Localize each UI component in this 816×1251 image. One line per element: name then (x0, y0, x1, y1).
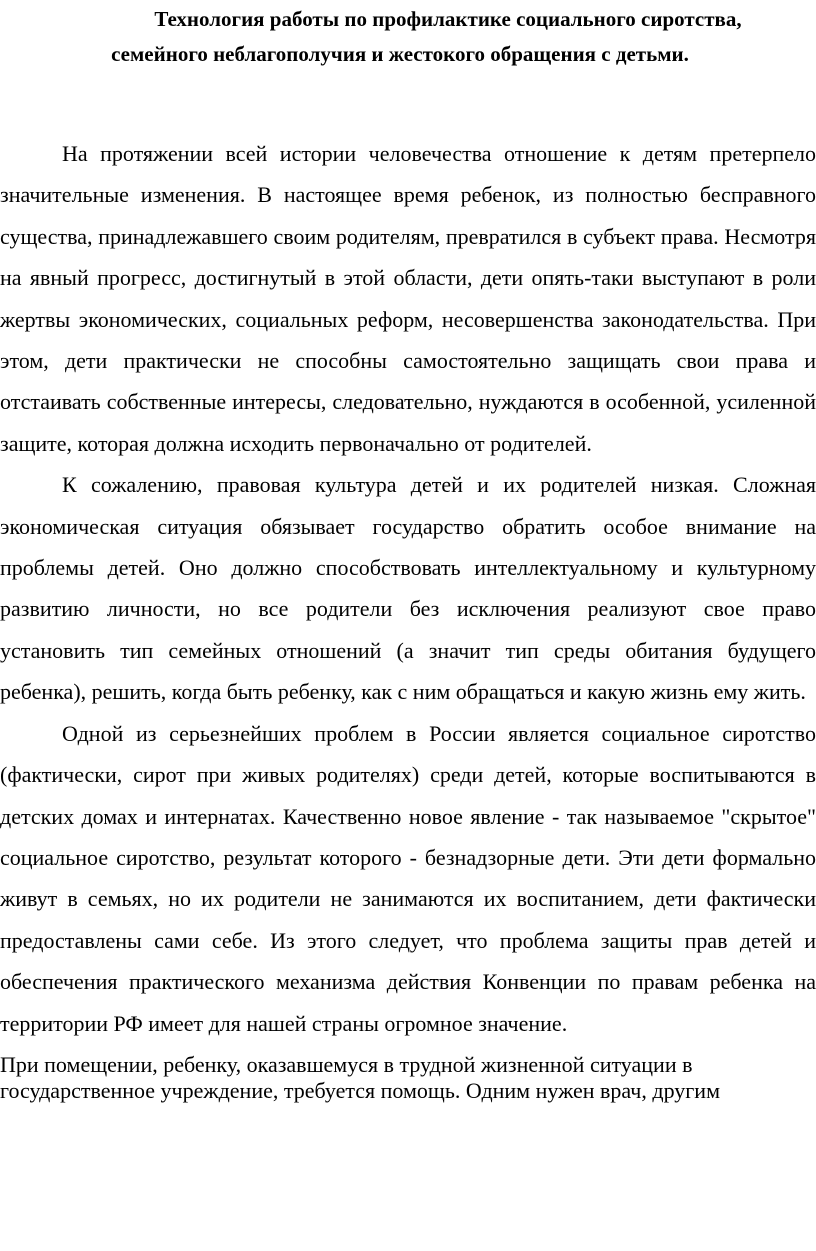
paragraph-3: Одной из серьезнейших проблем в России является социальное сиротство (фактически, сирот при живых родителях) среди детей, которые воспитываются в детских домах и интернатах. Качественно новое явление - так называемое "скрытое" социальное сиротство, результат которого - безнадзорные дети. Эти дети формально живут в семьях, но их родители не занимаются их воспитанием, дети фактически предоставлены сами себе. Из этого следует, что проблема защиты прав детей и обеспечения практического механизма действия Конвенции по правам ребенка на территории РФ имеет для нашей страны огромное значение. (0, 720, 816, 1036)
document-title (0, 2, 816, 72)
paragraph-1: На протяжении всей истории человечества отношение к детям претерпело значительные изменения. В настоящее время ребенок, из полностью бесправного существа, принадлежавшего своим родителям, превратился в субъект права. Несмотря на явный прогресс, достигнутый в этой области, дети опять-таки выступают в роли жертвы экономических, социальных реформ, несовершенства законодательства. При этом, дети практически не способны самостоятельно защищать свои права и отстаивать собственные интересы, следовательно, нуждаются в особенной, усиленной защите, которая должна исходить первоначально от родителей. (0, 141, 816, 456)
paragraph-4: При помещении, ребенку, оказавшемуся в трудной жизненной ситуации в государственное учреждение, требуется помощь. Одним нужен врач, другим (0, 1051, 720, 1103)
title-line-1: Технология работы по профилактике социального сиротства, (154, 7, 742, 31)
paragraph-2: К сожалению, правовая культура детей и их родителей низкая. Сложная экономическая ситуация обязывает государство обратить особое внимание на проблемы детей. Оно должно способствовать интеллектуальному и культурному развитию личности, но все родители без исключения реализуют свое право установить тип семейных отношений (а значит тип среды обитания будущего ребенка), решить, когда быть ребенку, как с ним обращаться и какую жизнь ему жить. (0, 472, 816, 705)
title-line-2: семейного неблагополучия и жестокого обращения с детьми. (111, 42, 689, 66)
document-body (0, 133, 816, 1104)
